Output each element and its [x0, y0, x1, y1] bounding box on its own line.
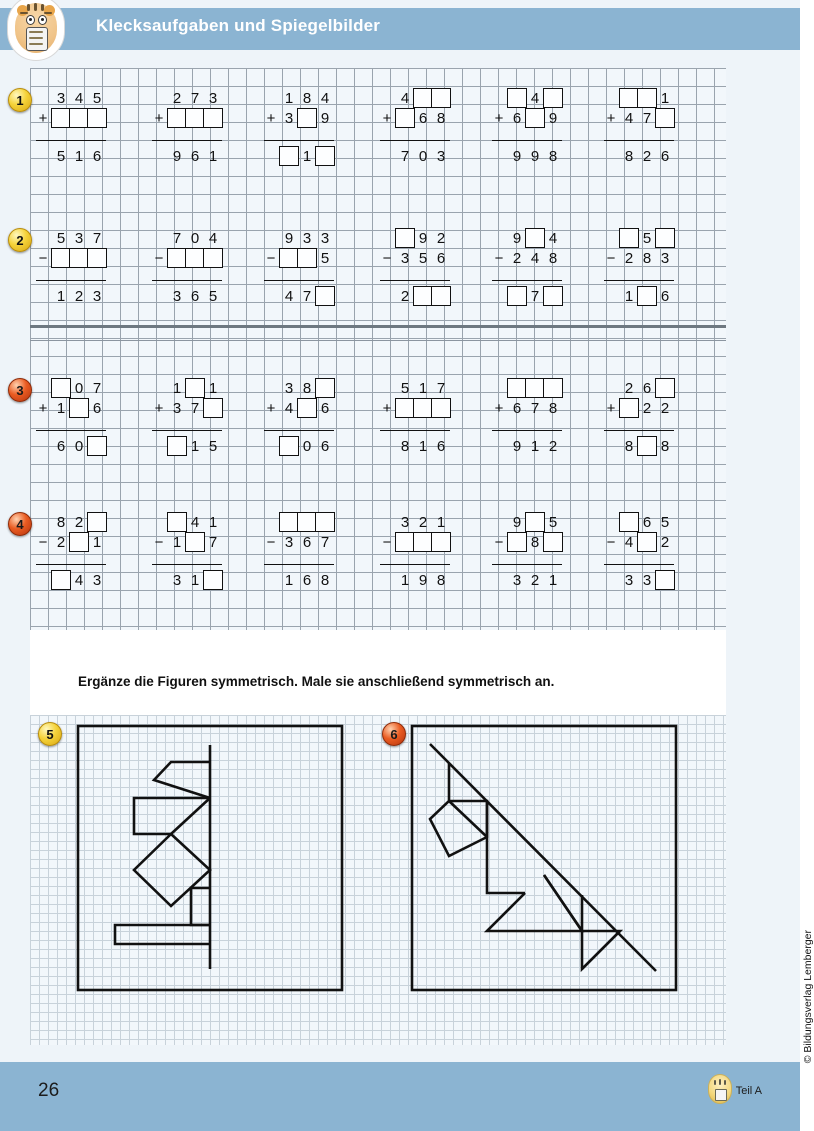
digit: 4 [400, 89, 410, 107]
operator-sign: + [154, 109, 164, 127]
digit: 1 [190, 571, 200, 589]
digit: 1 [74, 147, 84, 165]
digit: 3 [56, 89, 66, 107]
calculation-rule [264, 430, 334, 431]
digit: 3 [660, 249, 670, 267]
operator-sign: + [154, 399, 164, 417]
digit: 1 [284, 89, 294, 107]
digit: 4 [74, 571, 84, 589]
digit: 9 [530, 147, 540, 165]
tiger-mascot-icon-footer [708, 1074, 732, 1104]
digit: 7 [172, 229, 182, 247]
answer-box[interactable] [279, 146, 299, 166]
digit: 8 [624, 147, 634, 165]
calculation-rule [380, 430, 450, 431]
digit: 3 [172, 399, 182, 417]
answer-box[interactable] [395, 398, 415, 418]
digit: 9 [512, 229, 522, 247]
page-left-margin [0, 0, 30, 1131]
digit: 4 [284, 287, 294, 305]
answer-box[interactable] [69, 532, 89, 552]
digit: 6 [302, 533, 312, 551]
digit: 2 [660, 399, 670, 417]
answer-box[interactable] [543, 378, 563, 398]
digit: 1 [172, 379, 182, 397]
calculation-rule [152, 140, 222, 141]
digit: 9 [548, 109, 558, 127]
exercise-badge-6 [382, 722, 406, 746]
answer-box[interactable] [185, 248, 205, 268]
digit: 2 [56, 533, 66, 551]
digit: 7 [400, 147, 410, 165]
answer-box[interactable] [315, 286, 335, 306]
calculation-rule [36, 280, 106, 281]
digit: 9 [418, 229, 428, 247]
answer-box[interactable] [637, 286, 657, 306]
answer-box[interactable] [185, 378, 205, 398]
digit: 9 [512, 513, 522, 531]
answer-box[interactable] [167, 248, 187, 268]
exercise-badge-5 [38, 722, 62, 746]
digit: 6 [320, 399, 330, 417]
digit: 1 [548, 571, 558, 589]
digit: 5 [660, 513, 670, 531]
digit: 4 [624, 533, 634, 551]
digit: 6 [92, 399, 102, 417]
symmetry-figure-right [372, 715, 722, 1045]
digit: 3 [284, 533, 294, 551]
digit: 5 [208, 287, 218, 305]
digit: 2 [172, 89, 182, 107]
digit: 6 [512, 399, 522, 417]
digit: 9 [320, 109, 330, 127]
badge-label: 4 [16, 516, 24, 532]
digit: 7 [190, 399, 200, 417]
digit: 1 [624, 287, 634, 305]
digit: 3 [92, 287, 102, 305]
answer-box[interactable] [619, 88, 639, 108]
answer-box[interactable] [279, 248, 299, 268]
exercise-badge-4 [8, 512, 32, 536]
answer-box[interactable] [655, 108, 675, 128]
digit: 8 [548, 147, 558, 165]
answer-box[interactable] [507, 532, 527, 552]
calculation-rule [264, 280, 334, 281]
digit: 3 [208, 89, 218, 107]
badge-label: 2 [16, 232, 24, 248]
answer-box[interactable] [395, 228, 415, 248]
digit: 4 [624, 109, 634, 127]
answer-box[interactable] [167, 512, 187, 532]
operator-sign: − [266, 533, 276, 551]
digit: 8 [302, 89, 312, 107]
answer-box[interactable] [315, 378, 335, 398]
answer-box[interactable] [637, 88, 657, 108]
calculation-rule [492, 280, 562, 281]
digit: 1 [190, 437, 200, 455]
answer-box[interactable] [185, 108, 205, 128]
digit: 1 [418, 379, 428, 397]
answer-box[interactable] [543, 88, 563, 108]
digit: 3 [172, 287, 182, 305]
digit: 2 [74, 287, 84, 305]
digit: 2 [418, 513, 428, 531]
answer-box[interactable] [87, 248, 107, 268]
answer-box[interactable] [185, 532, 205, 552]
digit: 1 [172, 533, 182, 551]
answer-box[interactable] [279, 436, 299, 456]
calculation-rule [380, 564, 450, 565]
digit: 1 [400, 571, 410, 589]
digit: 5 [208, 437, 218, 455]
exercise-badge-1 [8, 88, 32, 112]
answer-box[interactable] [297, 248, 317, 268]
digit: 7 [642, 109, 652, 127]
operator-sign: − [494, 533, 504, 551]
answer-box[interactable] [315, 512, 335, 532]
digit: 2 [660, 533, 670, 551]
answer-box[interactable] [203, 398, 223, 418]
digit: 0 [418, 147, 428, 165]
digit: 0 [74, 437, 84, 455]
answer-box[interactable] [203, 248, 223, 268]
digit: 0 [74, 379, 84, 397]
operator-sign: + [38, 109, 48, 127]
section-divider [30, 325, 726, 328]
calculation-rule [604, 280, 674, 281]
digit: 2 [530, 571, 540, 589]
answer-box[interactable] [431, 286, 451, 306]
answer-box[interactable] [297, 398, 317, 418]
exercise-badge-3 [8, 378, 32, 402]
answer-box[interactable] [543, 286, 563, 306]
instruction-band [30, 630, 726, 715]
answer-box[interactable] [413, 286, 433, 306]
operator-sign: − [494, 249, 504, 267]
calculation-rule [604, 564, 674, 565]
digit: 3 [400, 513, 410, 531]
digit: 4 [208, 229, 218, 247]
footer-part-label: Teil A [735, 1085, 762, 1097]
operator-sign: + [606, 109, 616, 127]
digit: 4 [284, 399, 294, 417]
operator-sign: − [382, 249, 392, 267]
digit: 3 [172, 571, 182, 589]
symmetry-figure-left [30, 715, 380, 1045]
digit: 0 [302, 437, 312, 455]
operator-sign: + [266, 109, 276, 127]
digit: 6 [436, 249, 446, 267]
answer-box[interactable] [69, 398, 89, 418]
copyright-notice: © Bildungsverlag Lemberger [802, 930, 814, 1064]
digit: 1 [436, 513, 446, 531]
answer-box[interactable] [69, 248, 89, 268]
digit: 7 [92, 379, 102, 397]
answer-box[interactable] [51, 108, 71, 128]
answer-box[interactable] [87, 512, 107, 532]
digit: 6 [660, 147, 670, 165]
digit: 1 [56, 399, 66, 417]
answer-box[interactable] [51, 570, 71, 590]
calculation-rule [152, 564, 222, 565]
answer-box[interactable] [637, 436, 657, 456]
digit: 2 [642, 147, 652, 165]
digit: 9 [512, 147, 522, 165]
digit: 1 [56, 287, 66, 305]
operator-sign: − [266, 249, 276, 267]
digit: 5 [418, 249, 428, 267]
digit: 2 [74, 513, 84, 531]
digit: 4 [530, 89, 540, 107]
digit: 3 [92, 571, 102, 589]
answer-box[interactable] [87, 436, 107, 456]
answer-box[interactable] [395, 532, 415, 552]
answer-box[interactable] [167, 108, 187, 128]
digit: 5 [548, 513, 558, 531]
digit: 8 [548, 249, 558, 267]
digit: 7 [530, 287, 540, 305]
digit: 8 [548, 399, 558, 417]
digit: 6 [320, 437, 330, 455]
digit: 8 [530, 533, 540, 551]
answer-box[interactable] [543, 532, 563, 552]
digit: 2 [642, 399, 652, 417]
answer-box[interactable] [507, 88, 527, 108]
answer-box[interactable] [413, 532, 433, 552]
answer-box[interactable] [297, 108, 317, 128]
digit: 8 [302, 379, 312, 397]
calculation-rule [264, 140, 334, 141]
digit: 8 [436, 109, 446, 127]
calculation-rule [152, 280, 222, 281]
digit: 0 [190, 229, 200, 247]
calculation-rule [492, 140, 562, 141]
answer-box[interactable] [507, 378, 527, 398]
digit: 9 [172, 147, 182, 165]
calculation-rule [380, 280, 450, 281]
digit: 7 [208, 533, 218, 551]
digit: 6 [660, 287, 670, 305]
digit: 8 [624, 437, 634, 455]
instruction-text: Ergänze die Figuren symmetrisch. Male sie anschließend symmetrisch an. [78, 674, 555, 689]
digit: 1 [284, 571, 294, 589]
digit: 7 [190, 89, 200, 107]
answer-box[interactable] [413, 398, 433, 418]
digit: 4 [530, 249, 540, 267]
page-footer [0, 1062, 800, 1131]
digit: 8 [320, 571, 330, 589]
digit: 2 [548, 437, 558, 455]
digit: 8 [56, 513, 66, 531]
digit: 1 [208, 379, 218, 397]
digit: 3 [284, 379, 294, 397]
operator-sign: − [382, 533, 392, 551]
digit: 2 [436, 229, 446, 247]
operator-sign: + [382, 109, 392, 127]
operator-sign: − [154, 249, 164, 267]
digit: 6 [56, 437, 66, 455]
digit: 5 [320, 249, 330, 267]
digit: 9 [512, 437, 522, 455]
digit: 9 [284, 229, 294, 247]
calculation-rule [492, 564, 562, 565]
digit: 2 [624, 249, 634, 267]
digit: 3 [400, 249, 410, 267]
answer-box[interactable] [431, 398, 451, 418]
digit: 1 [302, 147, 312, 165]
digit: 3 [624, 571, 634, 589]
digit: 6 [418, 109, 428, 127]
digit: 6 [190, 147, 200, 165]
operator-sign: + [266, 399, 276, 417]
answer-box[interactable] [167, 436, 187, 456]
digit: 8 [436, 571, 446, 589]
digit: 5 [642, 229, 652, 247]
calculation-rule [604, 140, 674, 141]
digit: 2 [512, 249, 522, 267]
operator-sign: + [494, 399, 504, 417]
digit: 2 [400, 287, 410, 305]
answer-box[interactable] [431, 88, 451, 108]
answer-box[interactable] [619, 512, 639, 532]
digit: 8 [400, 437, 410, 455]
digit: 1 [660, 89, 670, 107]
answer-box[interactable] [203, 108, 223, 128]
digit: 5 [400, 379, 410, 397]
page-number: 26 [38, 1080, 60, 1101]
answer-box[interactable] [315, 146, 335, 166]
digit: 4 [74, 89, 84, 107]
answer-box[interactable] [395, 108, 415, 128]
answer-box[interactable] [655, 378, 675, 398]
answer-box[interactable] [525, 228, 545, 248]
digit: 6 [302, 571, 312, 589]
answer-box[interactable] [51, 248, 71, 268]
answer-box[interactable] [655, 228, 675, 248]
digit: 5 [92, 89, 102, 107]
badge-label: 5 [46, 726, 54, 742]
badge-label: 6 [390, 726, 398, 742]
exercise-badge-2 [8, 228, 32, 252]
answer-box[interactable] [525, 108, 545, 128]
digit: 7 [302, 287, 312, 305]
answer-box[interactable] [525, 512, 545, 532]
digit: 3 [642, 571, 652, 589]
operator-sign: − [606, 249, 616, 267]
digit: 4 [320, 89, 330, 107]
calculation-rule [604, 430, 674, 431]
calculation-rule [36, 564, 106, 565]
answer-box[interactable] [279, 512, 299, 532]
digit: 8 [642, 249, 652, 267]
digit: 6 [92, 147, 102, 165]
answer-box[interactable] [619, 228, 639, 248]
calculation-rule [264, 564, 334, 565]
operator-sign: + [38, 399, 48, 417]
tiger-mascot-icon [8, 0, 64, 60]
digit: 7 [320, 533, 330, 551]
calculation-rule [380, 140, 450, 141]
digit: 1 [530, 437, 540, 455]
digit: 4 [548, 229, 558, 247]
calculation-rule [36, 140, 106, 141]
answer-box[interactable] [413, 88, 433, 108]
operator-sign: − [38, 249, 48, 267]
answer-box[interactable] [51, 378, 71, 398]
digit: 1 [418, 437, 428, 455]
digit: 6 [642, 379, 652, 397]
answer-box[interactable] [655, 570, 675, 590]
operator-sign: + [606, 399, 616, 417]
answer-box[interactable] [525, 378, 545, 398]
digit: 8 [660, 437, 670, 455]
digit: 6 [642, 513, 652, 531]
section-divider-2 [30, 340, 726, 341]
digit: 4 [190, 513, 200, 531]
digit: 5 [56, 229, 66, 247]
digit: 2 [624, 379, 634, 397]
digit: 5 [56, 147, 66, 165]
digit: 1 [208, 147, 218, 165]
digit: 1 [92, 533, 102, 551]
answer-box[interactable] [619, 398, 639, 418]
answer-box[interactable] [69, 108, 89, 128]
digit: 3 [302, 229, 312, 247]
digit: 7 [436, 379, 446, 397]
digit: 6 [190, 287, 200, 305]
operator-sign: − [606, 533, 616, 551]
digit: 3 [284, 109, 294, 127]
calculation-rule [492, 430, 562, 431]
digit: 6 [512, 109, 522, 127]
answer-box[interactable] [297, 512, 317, 532]
digit: 3 [320, 229, 330, 247]
calculation-rule [152, 430, 222, 431]
operator-sign: − [38, 533, 48, 551]
operator-sign: + [382, 399, 392, 417]
badge-label: 3 [16, 382, 24, 398]
answer-box[interactable] [87, 108, 107, 128]
digit: 3 [436, 147, 446, 165]
page-header [0, 8, 800, 50]
digit: 1 [208, 513, 218, 531]
digit: 7 [92, 229, 102, 247]
answer-box[interactable] [203, 570, 223, 590]
digit: 3 [512, 571, 522, 589]
operator-sign: − [154, 533, 164, 551]
digit: 6 [436, 437, 446, 455]
calculation-rule [36, 430, 106, 431]
digit: 7 [530, 399, 540, 417]
page-title: Klecksaufgaben und Spiegelbilder [96, 16, 381, 35]
digit: 9 [418, 571, 428, 589]
answer-box[interactable] [507, 286, 527, 306]
answer-box[interactable] [637, 532, 657, 552]
operator-sign: + [494, 109, 504, 127]
digit: 3 [74, 229, 84, 247]
badge-label: 1 [16, 92, 24, 108]
answer-box[interactable] [431, 532, 451, 552]
